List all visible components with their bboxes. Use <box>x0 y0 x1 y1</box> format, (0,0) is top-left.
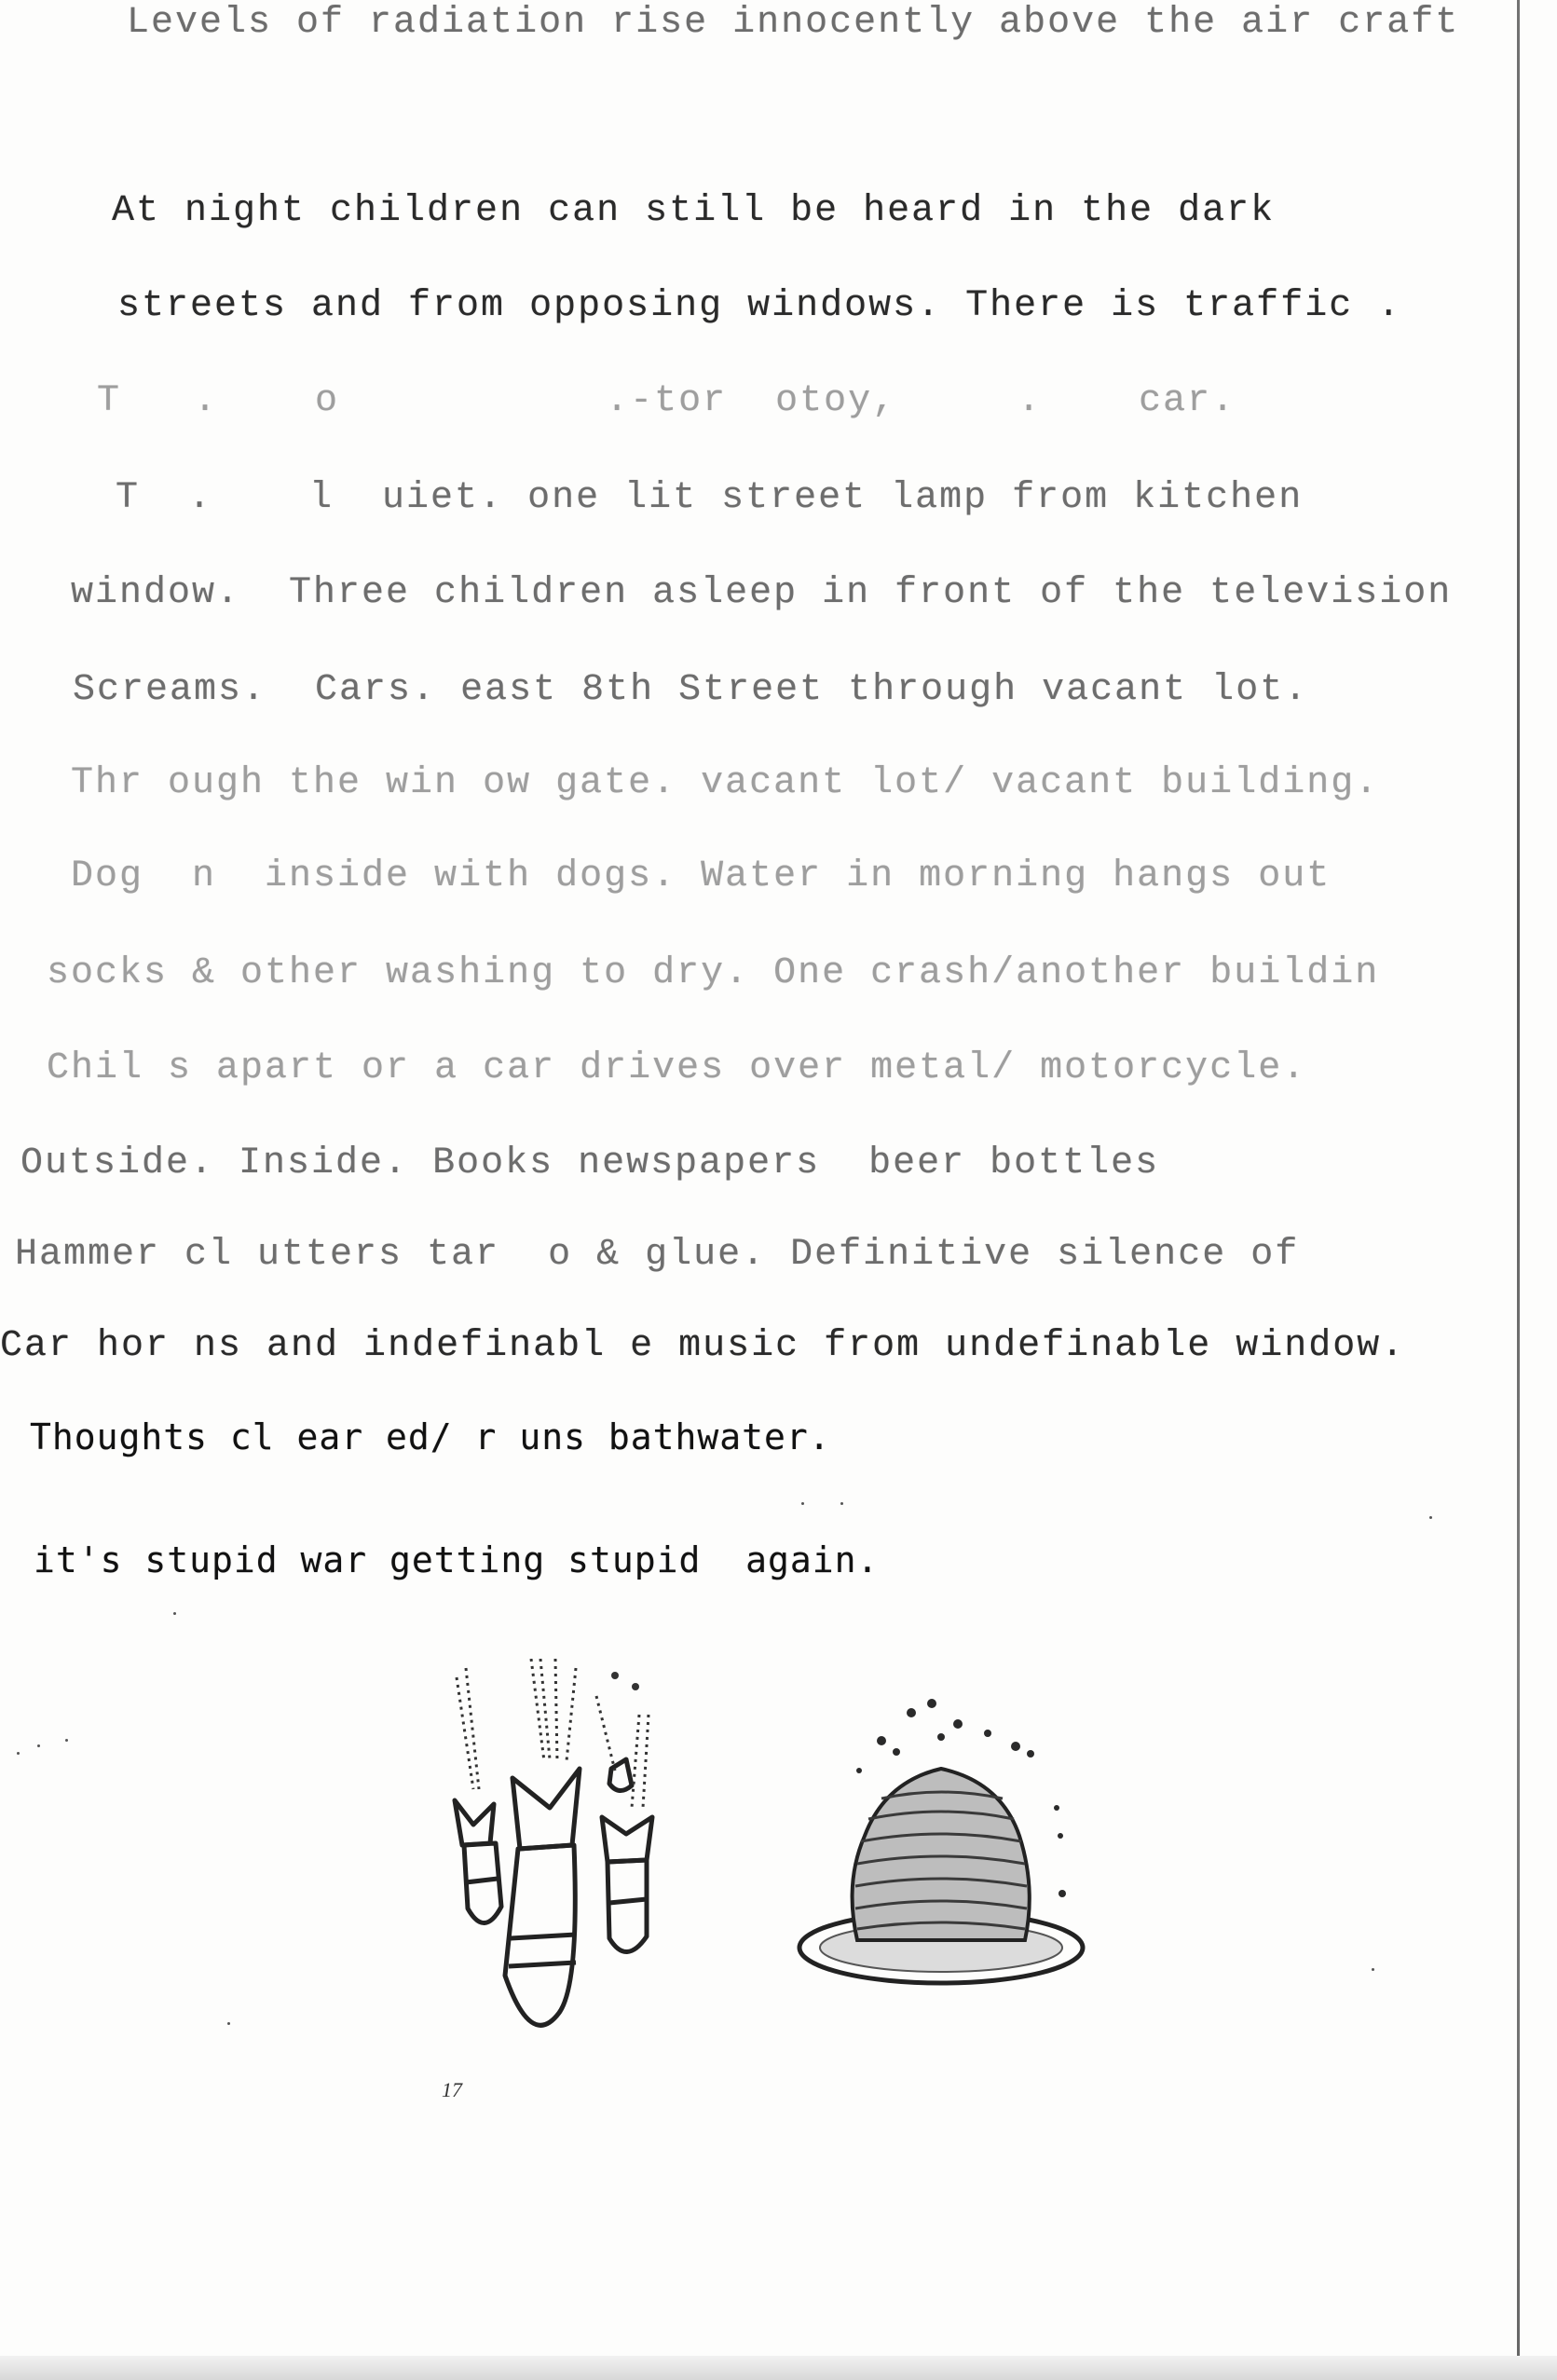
text-line-15: Thoughts cl ear ed/ r uns bathwater. <box>30 1416 831 1457</box>
text-line-5: T . l uiet. one lit street lamp from kitchen <box>116 477 1304 519</box>
text-line-14: Car hor ns and indefinabl e music from undefinable window. <box>0 1325 1406 1367</box>
text-line-6: window. Three children asleep in front of the television <box>71 572 1453 614</box>
text-line-12: Outside. Inside. Books newspapers beer bottles <box>20 1142 1160 1184</box>
text-line-3: streets and from opposing windows. There is traffic . <box>117 285 1402 327</box>
page-number: 17 <box>442 2078 462 2101</box>
beehive-hat-drawing <box>792 1696 1090 1994</box>
page-edge-line <box>1517 0 1520 2380</box>
text-line-7: Screams. Cars. east 8th Street through vacant lot. <box>73 669 1309 711</box>
text-line-9: Dog n inside with dogs. Water in morning hangs out <box>71 855 1332 897</box>
falling-bombs-drawing <box>419 1659 708 2050</box>
text-line-16: it's stupid war getting stupid again. <box>34 1539 880 1580</box>
text-line-10: socks & other washing to dry. One crash/another buildin <box>47 952 1380 994</box>
scan-bottom-edge <box>0 2356 1557 2380</box>
text-line-2: At night children can still be heard in the dark <box>112 190 1276 232</box>
text-line-1: Levels of radiation rise innocently above the air craft <box>127 2 1460 44</box>
text-line-8: Thr ough the win ow gate. vacant lot/ vacant building. <box>71 762 1380 804</box>
text-line-13: Hammer cl utters tar o & glue. Definitive silence of <box>15 1234 1300 1276</box>
text-line-4: T . o .-tor otoy, . car. <box>97 380 1236 422</box>
text-line-11: Chil s apart or a car drives over metal/ motorcycle. <box>47 1047 1307 1089</box>
